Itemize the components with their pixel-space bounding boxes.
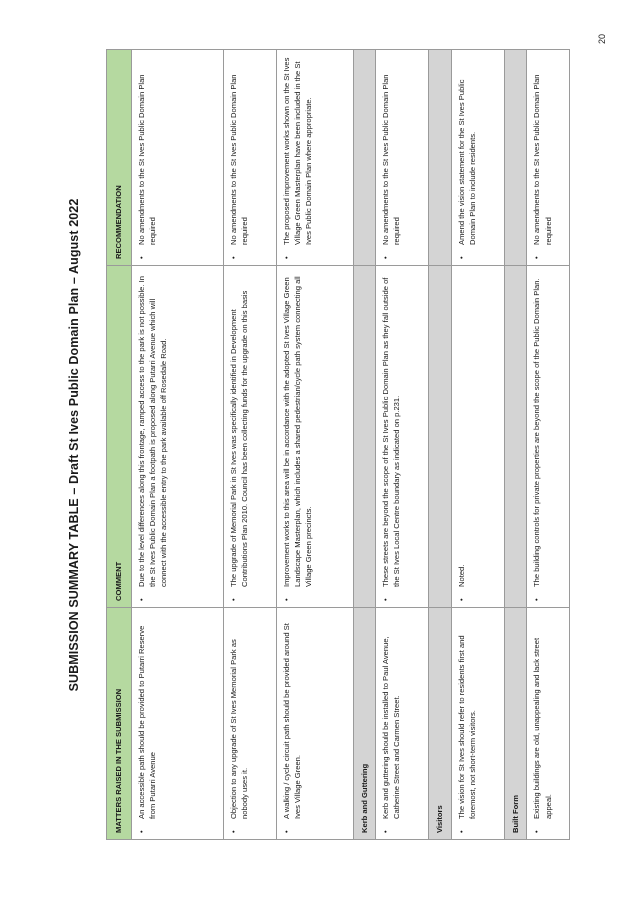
bullet: • bbox=[456, 598, 466, 601]
matters-text: Kerb and guttering should be installed to Paul Avenue, Catherine Street and Carmen Street. bbox=[381, 636, 402, 819]
bullet: • bbox=[456, 256, 466, 259]
bullet: • bbox=[281, 830, 291, 833]
matters-cell bbox=[527, 608, 570, 840]
recommendation-cell bbox=[527, 50, 570, 266]
comment-cell bbox=[527, 266, 570, 608]
comment-text: The upgrade of Memorial Park in St Ives was specifically identified in Development Contributions Plan 2010. Council has been collecting funds for the upgrade on this basis bbox=[228, 290, 249, 587]
recommendation-text: No amendments to the St Ives Public Domain Plan required bbox=[137, 74, 158, 245]
matters-text: An accessible path should be provided to Putarri Reserve from Putarri Avenue bbox=[137, 625, 158, 819]
recommendation-cell bbox=[223, 50, 276, 266]
bullet: • bbox=[228, 256, 238, 259]
recommendation-cell bbox=[376, 50, 429, 266]
matters-cell bbox=[276, 608, 353, 840]
bullet: • bbox=[228, 598, 238, 601]
section-row bbox=[429, 50, 451, 840]
matters-text: Existing buildings are old, unappealing and lack street appeal. bbox=[532, 637, 553, 819]
matters-cell bbox=[451, 608, 504, 840]
comment-text: The building controls for private properties are beyond the scope of the Public Domain Plan. bbox=[532, 278, 542, 587]
matters-text: A walking / cycle circuit path should be provided around St Ives Village Green. bbox=[281, 623, 303, 819]
section-heading: Kerb and Guttering bbox=[353, 608, 375, 840]
bullet: • bbox=[281, 598, 291, 601]
matters-text: Objection to any upgrade of St Ives Memorial Park as nobody uses it. bbox=[228, 639, 249, 819]
bullet: • bbox=[137, 256, 146, 259]
recommendation-text: Amend the vision statement for the St Ives Public Domain Plan to include residents. bbox=[456, 79, 477, 245]
comment-cell bbox=[276, 266, 353, 608]
submission-summary-table bbox=[106, 49, 570, 840]
recommendation-cell bbox=[276, 50, 353, 266]
bullet: • bbox=[532, 256, 542, 259]
recommendation-cell bbox=[132, 50, 224, 266]
bullet: • bbox=[532, 598, 542, 601]
bullet: • bbox=[381, 598, 391, 601]
section-row bbox=[353, 50, 375, 840]
matters-text: The vision for St Ives should refer to residents first and foremost, not short-term visitors. bbox=[456, 635, 477, 819]
section-heading: Built Form bbox=[504, 608, 526, 840]
matters-cell bbox=[223, 608, 276, 840]
matters-cell bbox=[132, 608, 224, 840]
table-row bbox=[527, 50, 570, 840]
comment-text: Due to the level differences along this frontage, ramped access to the park is not possible. In the St Ives Public Domain Plan a footpath is proposed along Putarri Avenue which will connect with the accessible entry to the park available off Rosedale Road. bbox=[137, 276, 169, 587]
page-title: SUBMISSION SUMMARY TABLE – Draft St Ives Public Domain Plan – August 2022 bbox=[67, 198, 81, 692]
recommendation-cell bbox=[451, 50, 504, 266]
rotated-page-content bbox=[60, 50, 600, 840]
comment-text: Noted. bbox=[456, 564, 466, 587]
recommendation-text: No amendments to the St Ives Public Domain Plan required bbox=[532, 74, 553, 245]
recommendation-text: No amendments to the St Ives Public Domain Plan required bbox=[228, 74, 249, 245]
bullet: • bbox=[228, 830, 238, 833]
recommendation-text: No amendments to the St Ives Public Domain Plan required bbox=[381, 74, 402, 245]
comment-cell bbox=[132, 266, 224, 608]
table-row bbox=[223, 50, 276, 840]
bullet: • bbox=[381, 830, 391, 833]
page-number: 20 bbox=[597, 33, 607, 44]
table-row bbox=[132, 50, 224, 840]
comment-cell bbox=[223, 266, 276, 608]
section-heading: Visitors bbox=[429, 608, 451, 840]
header-recommendation: RECOMMENDATION bbox=[107, 50, 132, 266]
bullet: • bbox=[456, 830, 466, 833]
table-row bbox=[376, 50, 429, 840]
header-comment: COMMENT bbox=[107, 266, 132, 608]
bullet: • bbox=[137, 830, 146, 833]
section-row bbox=[504, 50, 526, 840]
bullet: • bbox=[381, 256, 391, 259]
table-header-row bbox=[107, 50, 132, 840]
table-row bbox=[276, 50, 353, 840]
bullet: • bbox=[281, 256, 291, 259]
table-row bbox=[451, 50, 504, 840]
header-matters: MATTERS RAISED IN THE SUBMISSION bbox=[107, 608, 132, 840]
comment-text: These streets are beyond the scope of the St Ives Public Domain Plan as they fall outside of the St Ives Local Centre boundary as indicated on p.231. bbox=[381, 277, 402, 587]
comment-cell bbox=[376, 266, 429, 608]
matters-cell bbox=[376, 608, 429, 840]
comment-text: Improvement works to this area will be in accordance with the adopted St Ives Village Green Landscape Masterplan, which includes a shared pedestrian/cycle path system connecting all Village Green precincts. bbox=[281, 276, 314, 587]
bullet: • bbox=[532, 830, 542, 833]
bullet: • bbox=[137, 598, 146, 601]
comment-cell bbox=[451, 266, 504, 608]
recommendation-text: The proposed improvement works shown on the St Ives Village Green Masterplan have been included in the St Ives Public Domain Plan where appropriate. bbox=[281, 57, 314, 245]
